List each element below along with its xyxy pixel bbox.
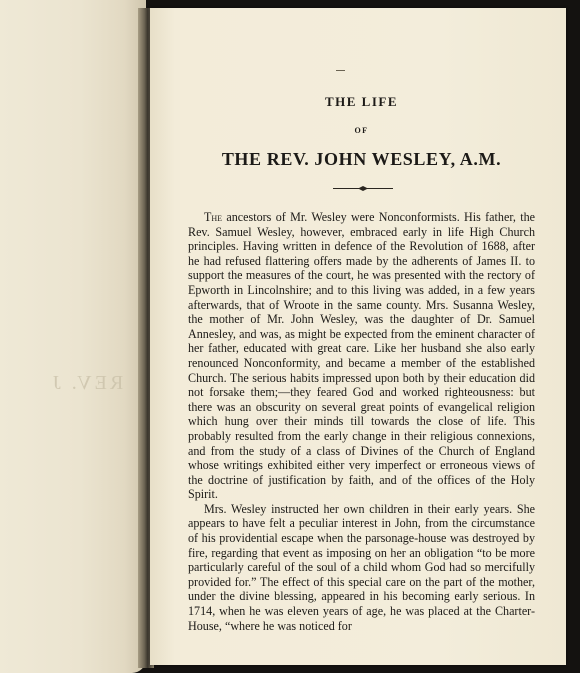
paragraph-2: Mrs. Wesley instructed her own children in their early years. She appears to have felt a peculiar interest in John, from the circumstance of his providential escape when the parsonage-house was destroyed by fire, regarding that event as imposing on her an obligation “to be more particularly careful of the soul of a child whom God had so mercifully provided for.” The effect of this special care on the part of the mother, under the divine blessing, appeared in his becoming early serious. In 1714, when he was eleven years of age, he was placed at the Charter-House, “where he was noticed for [188,501,535,633]
ornamental-rule [333,185,393,192]
title-line-1: THE LIFE [324,94,399,109]
right-page [150,8,566,665]
paragraph-1 [188,210,535,502]
title-of: OF [354,126,369,135]
title-line-2: THE REV. JOHN WESLEY, A.M. [221,149,502,169]
bleed-through-text: REV. J [50,372,124,394]
paragraph-1-text: ancestors of Mr. Wesley were Nonconformists. His father, the Rev. Samuel Wesley, however, embraced early in life High Church principles. Having written in defence of the Revolution of 1688, after he had refused flattering offers made by the adherents of James II. to support the measures of the court, he was presented with the rectory of Epworth in Lincolnshire; and to this living was added, in a few years afterwards, that of Wroote in the same county. Mrs. Susanna Wesley, the mother of Mr. John Wesley, was the daughter of Dr. Samuel Annesley, and was, as might be expected from the eminent character of her father, educated with great care. Like her husband she also early renounced Nonconformity, and became a member of the established Church. The serious habits impressed upon both by their education did not forsake them;—they feared God and worked righteousness: but there was an obscurity on several great points of evangelical religion which hung over their minds till towards the close of life. This probably resulted from the early change in their religious connexions, and from the study of a class of Divines of the Church of England whose writings exhibited either very imperfect or erroneous views of the doctrine of justification by faith, and of the offices of the Holy Spirit. [188,210,535,502]
paragraph-1-lead: The [204,210,223,224]
left-page [0,0,146,673]
page-mark [336,70,345,71]
body-text [188,210,535,633]
